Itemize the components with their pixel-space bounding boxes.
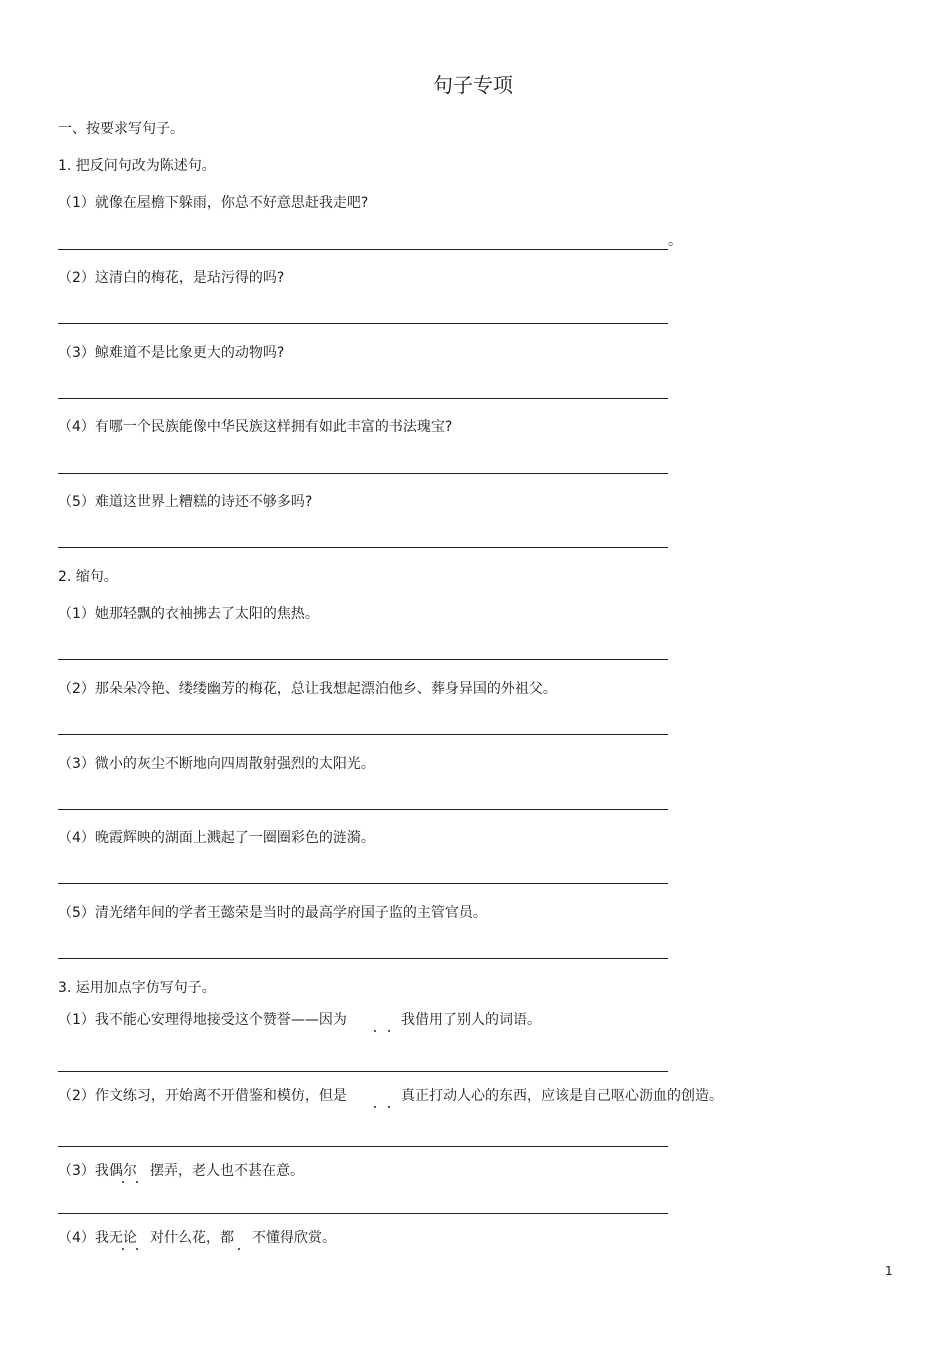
q1-item-1: （1）就像在屋檐下躲雨，你总不好意思赶我走吧? [58, 195, 369, 211]
answer-line[interactable] [58, 547, 668, 548]
section-heading: 一、按要求写句子。 [58, 121, 184, 137]
answer-line[interactable] [58, 323, 668, 324]
emphasis-dot [238, 1248, 240, 1250]
emphasis-dot [136, 1181, 138, 1183]
answer-line[interactable] [58, 809, 668, 810]
answer-line[interactable] [58, 734, 668, 735]
q1-label: 1. 把反问句改为陈述句。 [58, 158, 216, 174]
q1-end-mark: 。 [668, 233, 682, 249]
q3-item-2-part-a: （2）作文练习，开始离不开借鉴和模仿，但是 [58, 1088, 347, 1104]
q3-item-4-part-a: （4）我无论 [58, 1230, 137, 1246]
answer-line[interactable] [58, 883, 668, 884]
answer-line[interactable] [58, 398, 668, 399]
answer-line[interactable] [58, 958, 668, 959]
emphasis-dot [122, 1248, 124, 1250]
q2-item-2: （2）那朵朵冷艳、缕缕幽芳的梅花，总让我想起漂泊他乡、葬身异国的外祖父。 [58, 681, 557, 697]
q2-item-5: （5）清光绪年间的学者王懿荣是当时的最高学府国子监的主管官员。 [58, 905, 487, 921]
q1-item-4: （4）有哪一个民族能像中华民族这样拥有如此丰富的书法瑰宝? [58, 419, 453, 435]
q3-item-4-part-b: 对什么花，都 [150, 1230, 234, 1246]
q2-item-4: （4）晚霞辉映的湖面上溅起了一圈圈彩色的涟漪。 [58, 830, 375, 846]
emphasis-dot [122, 1181, 124, 1183]
emphasis-dot [388, 1106, 390, 1108]
answer-line[interactable] [58, 473, 668, 474]
answer-line[interactable] [58, 249, 668, 250]
q1-item-5: （5）难道这世界上糟糕的诗还不够多吗? [58, 494, 313, 510]
q3-item-4-part-c: 不懂得欣赏。 [252, 1230, 336, 1246]
answer-line[interactable] [58, 1146, 668, 1147]
answer-line[interactable] [58, 1213, 668, 1214]
emphasis-dot [374, 1030, 376, 1032]
q2-item-3: （3）微小的灰尘不断地向四周散射强烈的太阳光。 [58, 756, 375, 772]
emphasis-dot [374, 1106, 376, 1108]
page-title: 句子专项 [433, 73, 513, 97]
q3-item-3-part-b: 摆弄，老人也不甚在意。 [150, 1163, 304, 1179]
q2-item-1: （1）她那轻飘的衣袖拂去了太阳的焦热。 [58, 606, 319, 622]
answer-line[interactable] [58, 659, 668, 660]
q3-item-1-part-a: （1）我不能心安理得地接受这个赞誉——因为 [58, 1012, 347, 1028]
q1-item-2: （2）这清白的梅花，是玷污得的吗? [58, 270, 285, 286]
emphasis-dot [388, 1030, 390, 1032]
q1-item-3: （3）鲸难道不是比象更大的动物吗? [58, 345, 285, 361]
answer-line[interactable] [58, 1071, 668, 1072]
emphasis-dot [136, 1248, 138, 1250]
page-number: 1 [885, 1264, 893, 1278]
q3-item-1-part-b: 我借用了别人的词语。 [401, 1012, 541, 1028]
q3-label: 3. 运用加点字仿写句子。 [58, 980, 216, 996]
q3-item-2-part-b: 真正打动人心的东西，应该是自己呕心沥血的创造。 [401, 1088, 723, 1104]
q2-label: 2. 缩句。 [58, 569, 118, 585]
q3-item-3-part-a: （3）我偶尔 [58, 1163, 137, 1179]
